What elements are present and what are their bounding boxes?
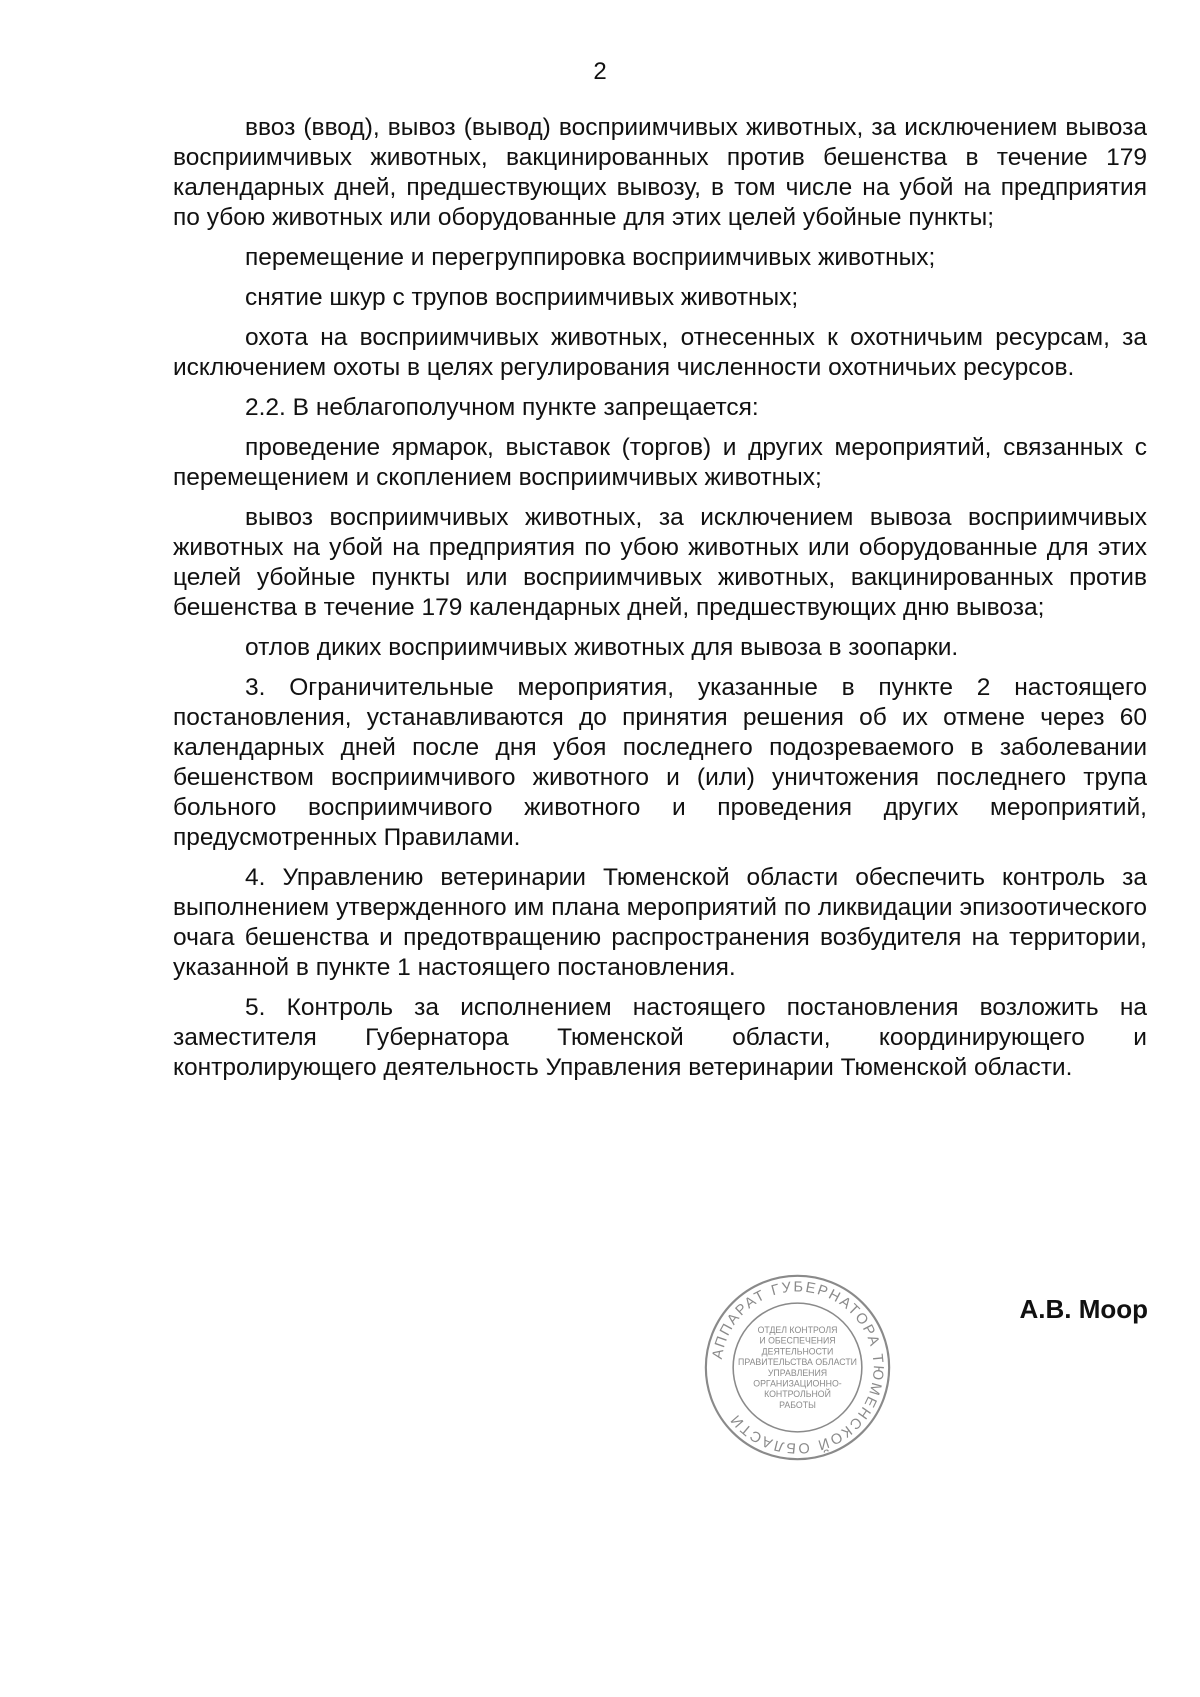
paragraph: 4. Управлению ветеринарии Тюменской области обеспечить контроль за выполнением утвержденного им плана мероприятий по ликвидации эпизоотического очага бешенства и предотвращению распространения возбудителя на территории, указанной в пункте 1 настоящего постановления. [173, 864, 1147, 981]
paragraph: перемещение и перегруппировка восприимчивых животных; [245, 244, 936, 271]
page-number: 2 [593, 58, 607, 85]
paragraph: вывоз восприимчивых животных, за исключением вывоза восприимчивых животных на убой на предприятия по убою животных или оборудованные для этих целей убойные пункты или восприимчивых животных, вакцинированных против бешенства в течение 179 календарных дней, предшествующих дню вывоза; [173, 504, 1147, 621]
paragraph: ввоз (ввод), вывоз (вывод) восприимчивых животных, за исключением вывоза восприимчивых животных, вакцинированных против бешенства в течение 179 календарных дней, предшествующих вывозу, в том числе на убой на предприятия по убою животных или оборудованные для этих целей убойные пункты; [173, 114, 1147, 231]
paragraph: 5. Контроль за исполнением настоящего постановления возложить на заместителя Губернатора Тюменской области, координирующего и контролирующего деятельность Управления ветеринарии Тюменской области. [173, 994, 1147, 1081]
stamp-outer-text: АППАРАТ ГУБЕРНАТОРА ТЮМЕНСКОЙ ОБЛАСТИ [709, 1279, 886, 1456]
stamp-line: РАБОТЫ [779, 1399, 816, 1410]
paragraph: охота на восприимчивых животных, отнесенных к охотничьим ресурсам, за исключением охоты в целях регулирования численности охотничьих ресурсов. [173, 324, 1147, 381]
stamp-line: ПРАВИТЕЛЬСТВА ОБЛАСТИ [738, 1357, 857, 1368]
official-stamp [700, 1270, 895, 1465]
stamp-line: ДЕЯТЕЛЬНОСТИ [761, 1346, 834, 1357]
document-body [173, 113, 1147, 1093]
stamp-line: КОНТРОЛЬНОЙ [764, 1389, 831, 1400]
stamp-line: УПРАВЛЕНИЯ [767, 1367, 828, 1378]
stamp-line: И ОБЕСПЕЧЕНИЯ [759, 1335, 836, 1346]
signature: А.В. Моор [1019, 1294, 1148, 1324]
paragraph: 3. Ограничительные мероприятия, указанные в пункте 2 настоящего постановления, устанавливаются до принятия решения об их отмене через 60 календарных дней после дня убоя последнего подозреваемого в заболевании бешенством восприимчивого животного и (или) уничтожения последнего трупа больного восприимчивого животного и проведения других мероприятий, предусмотренных Правилами. [173, 674, 1147, 851]
stamp-line: ОТДЕЛ КОНТРОЛЯ [757, 1324, 838, 1335]
paragraph: 2.2. В неблагополучном пункте запрещается: [245, 394, 759, 421]
paragraph: снятие шкур с трупов восприимчивых животных; [245, 284, 799, 311]
stamp-line: ОРГАНИЗАЦИОННО- [753, 1378, 842, 1389]
stamp-inner-text [738, 1325, 857, 1410]
paragraph: проведение ярмарок, выставок (торгов) и других мероприятий, связанных с перемещением и скоплением восприимчивых животных; [173, 434, 1147, 491]
paragraph: отлов диких восприимчивых животных для вывоза в зоопарки. [245, 634, 959, 661]
